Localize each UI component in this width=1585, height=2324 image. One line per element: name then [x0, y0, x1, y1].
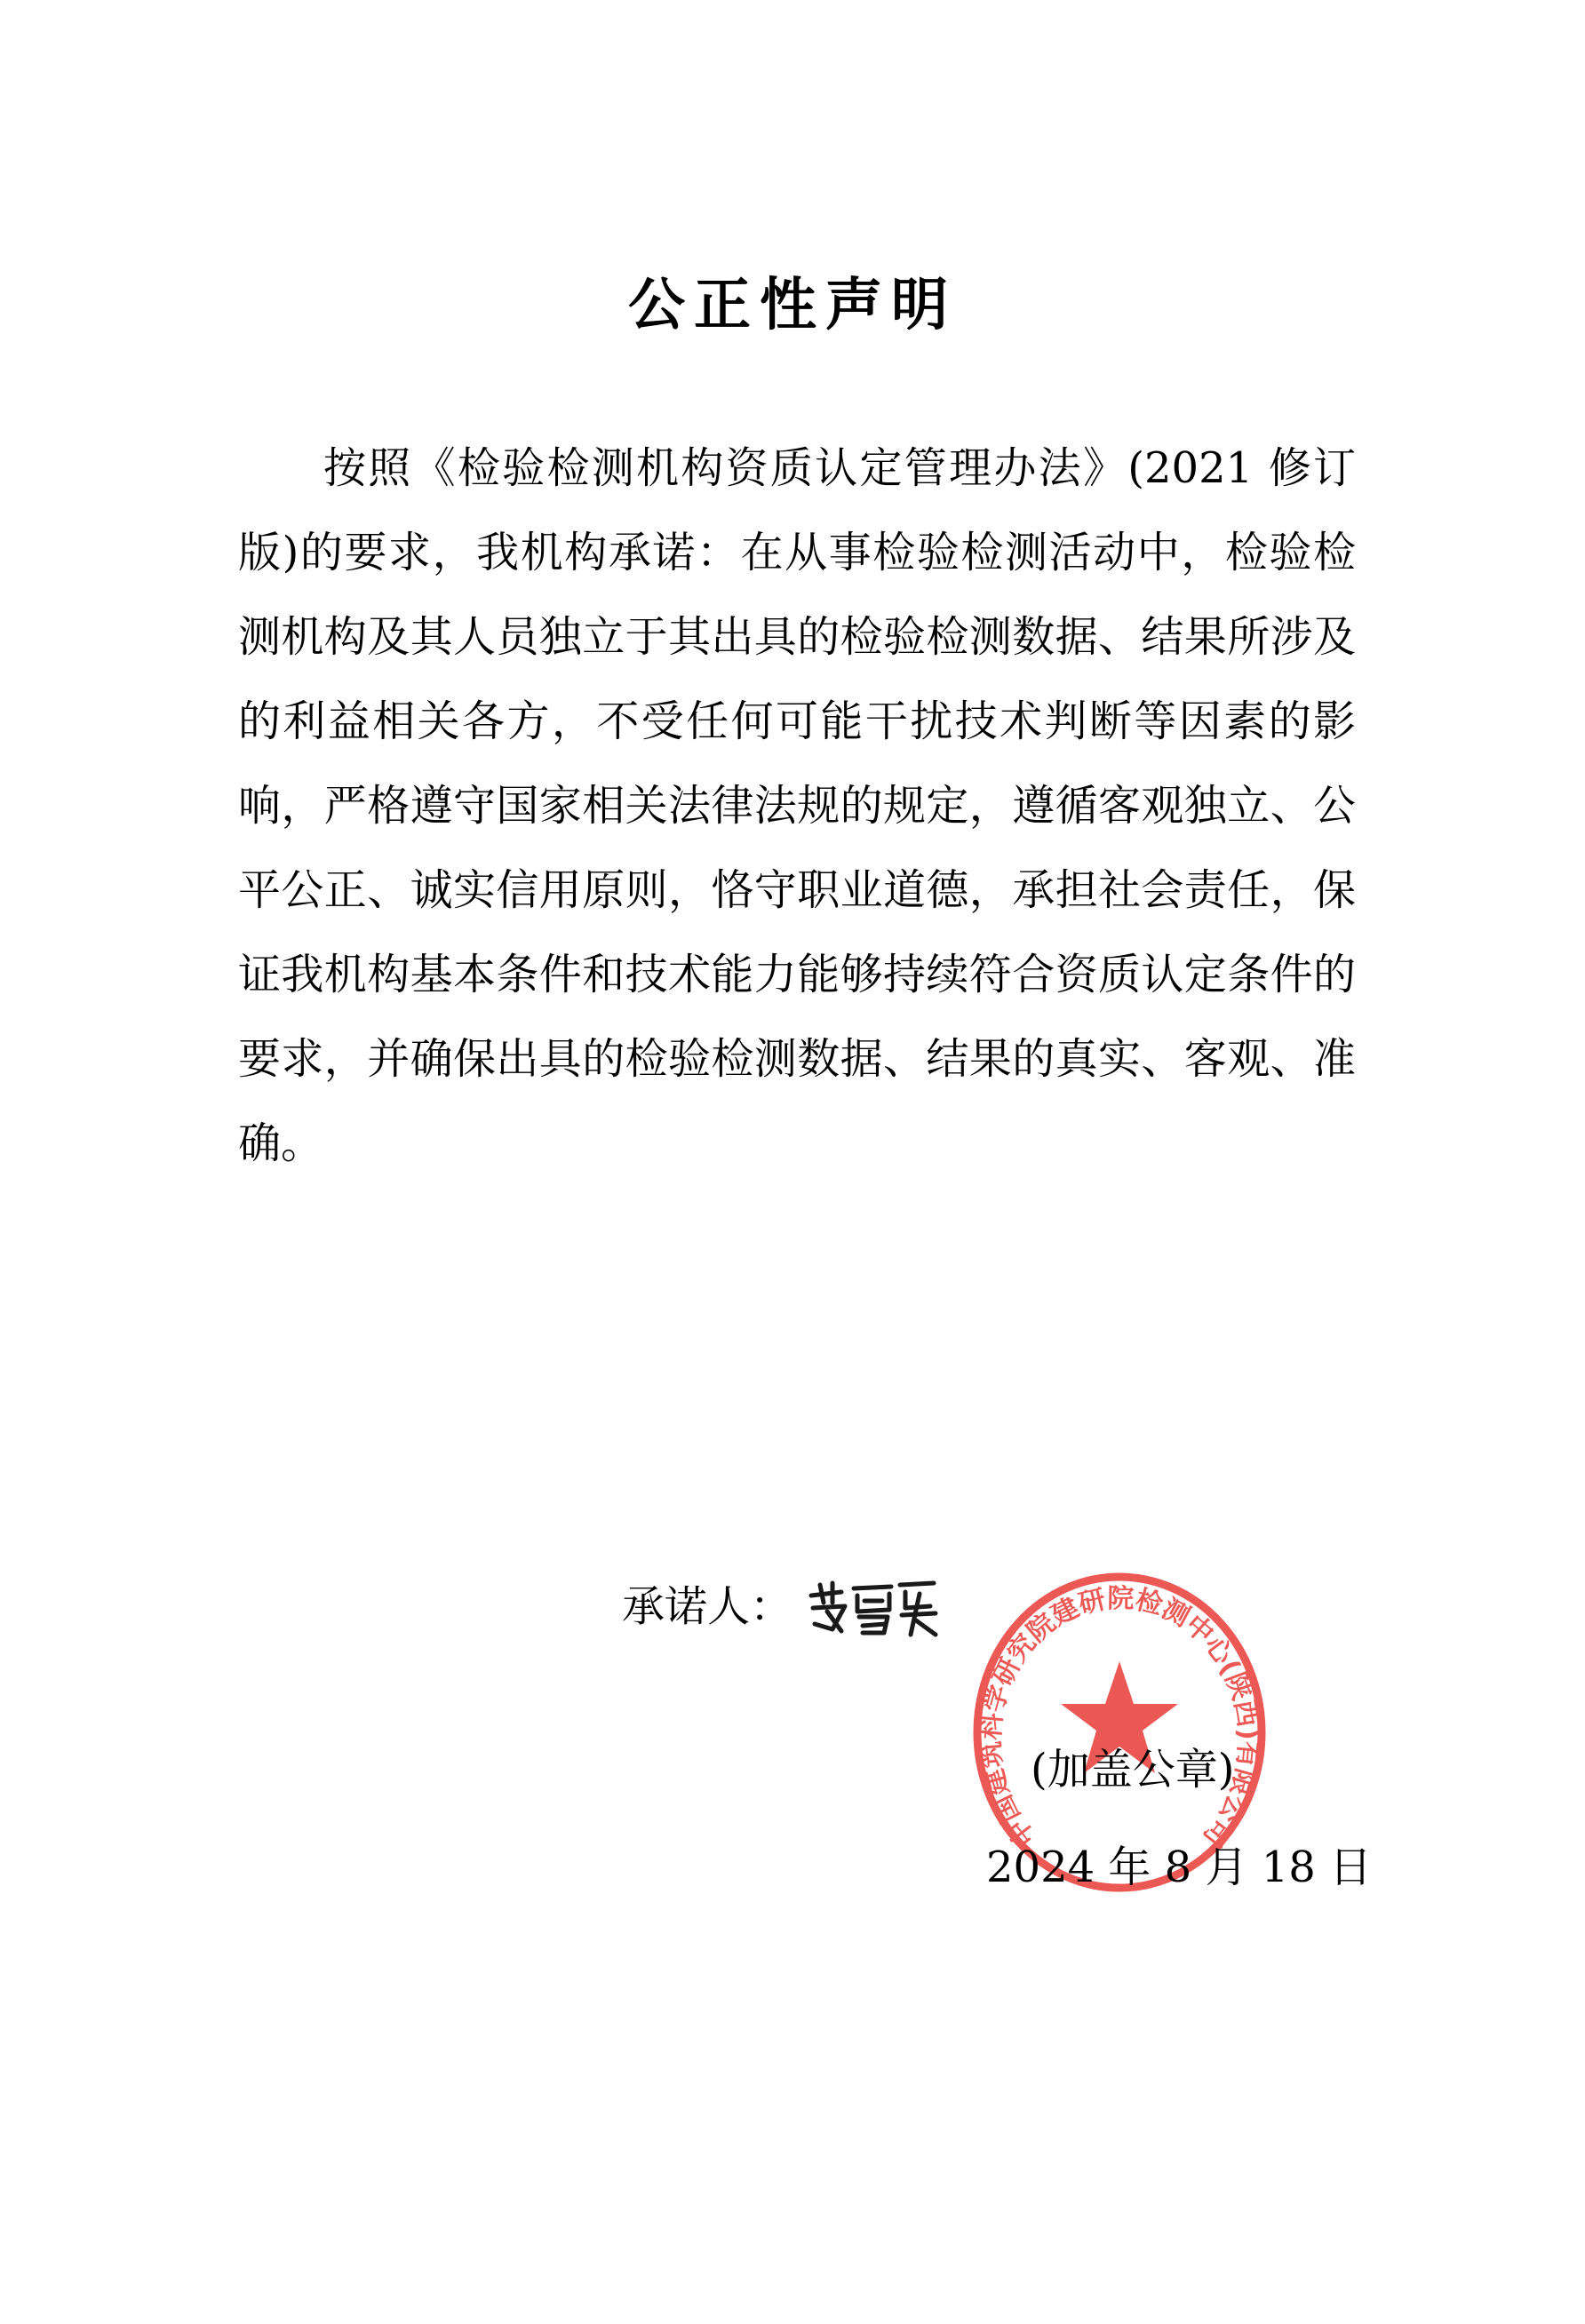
document-title: 公正性声明	[628, 273, 957, 338]
declaration-body: 按照《检验检测机构资质认定管理办法》(2021 修订版)的要求，我机构承诺：在从事检验检测活动中，检验检测机构及其人员独立于其出具的检验检测数据、结果所涉及的利益相关各方，不受任何可能干扰技术判断等因素的影响，严格遵守国家相关法律法规的规定，遵循客观独立、公平公正、诚实信用原则，恪守职业道德，承担社会责任，保证我机构基本条件和技术能力能够持续符合资质认定条件的要求，并确保出具的检验检测数据、结果的真实、客观、准确。	[238, 443, 1356, 1168]
official-seal	[968, 1564, 1270, 1901]
signer-row	[622, 1572, 939, 1638]
signer-label: 承诺人：	[622, 1581, 793, 1632]
star-icon	[1061, 1661, 1178, 1773]
stamp-note: (加盖公章)	[1031, 1745, 1235, 1795]
document-date: 2024 年 8 月 18 日	[986, 1842, 1373, 1892]
handwritten-signature	[806, 1576, 939, 1638]
seal-text: 中国建筑科学研究院建研院检测中心(陕西)有限公司	[975, 1583, 1264, 1853]
